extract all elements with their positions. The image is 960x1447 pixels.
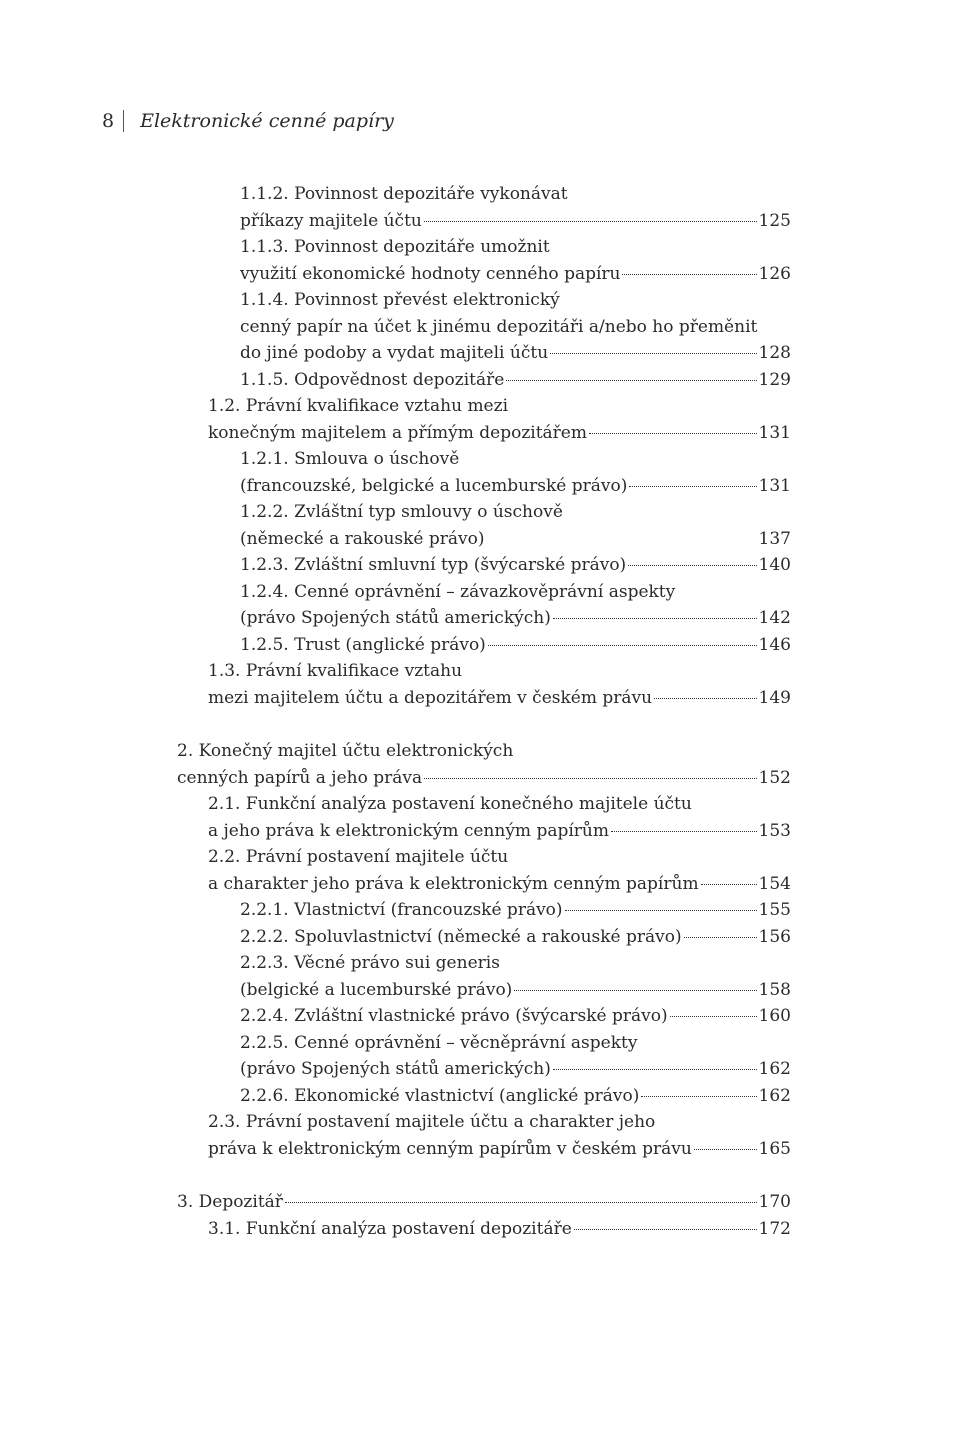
dot-leader bbox=[574, 1228, 757, 1230]
toc-entry bbox=[208, 844, 791, 897]
toc-line bbox=[240, 1003, 791, 1030]
toc-entry bbox=[240, 1003, 791, 1030]
dot-leader bbox=[285, 1201, 757, 1203]
toc-line bbox=[208, 1216, 791, 1243]
toc-entry-text: (belgické a lucemburské právo) bbox=[240, 979, 513, 1000]
toc-entry bbox=[240, 632, 791, 659]
dot-leader bbox=[553, 1068, 757, 1070]
toc-entry-text: využití ekonomické hodnoty cenného papíru bbox=[240, 263, 621, 284]
toc-entry bbox=[240, 924, 791, 951]
toc-entry bbox=[240, 181, 791, 234]
toc-entry-text: 2. Konečný majitel účtu elektronických bbox=[177, 741, 514, 761]
toc-entry-text: 3.1. Funkční analýza postavení depozitáře bbox=[208, 1218, 572, 1239]
toc-page-number: 146 bbox=[758, 634, 791, 655]
dot-leader bbox=[654, 697, 756, 699]
toc-page-number: 137 bbox=[758, 528, 791, 549]
toc-entry-text: příkazy majitele účtu bbox=[240, 210, 422, 231]
toc-entry-text: (právo Spojených států amerických) bbox=[240, 1059, 551, 1079]
toc-line bbox=[240, 367, 791, 394]
toc-entry-text: a jeho práva k elektronickým cenným papírům bbox=[208, 820, 609, 841]
section-gap bbox=[0, 1162, 960, 1189]
toc-line bbox=[208, 393, 791, 420]
header-separator bbox=[123, 110, 124, 132]
toc-line bbox=[240, 208, 791, 235]
toc-entry-text: 1.2.5. Trust (anglické právo) bbox=[240, 634, 486, 655]
toc-entry bbox=[240, 579, 791, 632]
toc-line bbox=[208, 1109, 791, 1136]
toc-entry bbox=[240, 897, 791, 924]
toc-entry-text: (německé a rakouské právo) bbox=[240, 528, 485, 549]
toc-entry-text: (právo Spojených států amerických) bbox=[240, 608, 551, 628]
toc-line bbox=[240, 1056, 791, 1083]
toc-entry-text: 2.2.6. Ekonomické vlastnictví (anglické právo) bbox=[240, 1085, 640, 1106]
toc-line bbox=[240, 526, 791, 553]
toc-entry-text: 1.2. Právní kvalifikace vztahu mezi bbox=[208, 396, 509, 416]
toc-entry-text: 2.2.2. Spoluvlastnictví (německé a rakouské právo) bbox=[240, 926, 682, 947]
toc-entry-text: 2.2.4. Zvláštní vlastnické právo (švýcarské právo) bbox=[240, 1006, 668, 1026]
toc-line bbox=[177, 738, 791, 765]
toc-entry-text: 1.1.5. Odpovědnost depozitáře bbox=[240, 369, 505, 390]
toc-entry-text: cenný papír na účet k jinému depozitáři a/nebo ho přeměnit bbox=[240, 316, 758, 337]
toc-line bbox=[240, 1083, 791, 1110]
toc-entry bbox=[240, 1083, 791, 1110]
toc-entry-text: 2.2. Právní postavení majitele účtu bbox=[208, 847, 509, 867]
toc-page-number: 128 bbox=[758, 343, 791, 363]
dot-leader bbox=[506, 379, 756, 381]
toc-line bbox=[240, 340, 791, 367]
running-header bbox=[102, 106, 394, 136]
toc-line bbox=[208, 685, 791, 712]
toc-entry bbox=[208, 1216, 791, 1243]
toc-line bbox=[240, 314, 791, 341]
toc-line bbox=[240, 632, 791, 659]
dot-leader bbox=[565, 909, 757, 911]
dot-leader bbox=[424, 777, 756, 779]
dot-leader bbox=[622, 273, 756, 275]
toc-entry bbox=[240, 287, 791, 367]
toc-entry bbox=[240, 1030, 791, 1083]
toc-line bbox=[208, 420, 791, 447]
running-title: Elektronické cenné papíry bbox=[140, 110, 394, 132]
toc-page-number: 140 bbox=[758, 555, 791, 575]
toc-page-number: 154 bbox=[758, 873, 791, 894]
toc-entry-text: práva k elektronickým cenným papírům v českém právu bbox=[208, 1138, 692, 1159]
toc-entry bbox=[240, 950, 791, 1003]
toc-line bbox=[240, 924, 791, 951]
toc-line bbox=[208, 844, 791, 871]
toc-page-number: 149 bbox=[758, 687, 791, 708]
dot-leader bbox=[488, 644, 757, 646]
toc-entry-text: 1.2.4. Cenné oprávnění – závazkověprávní aspekty bbox=[240, 581, 676, 602]
toc-page-number: 126 bbox=[758, 263, 791, 284]
toc-line bbox=[240, 605, 791, 632]
toc-entry-text: 2.2.3. Věcné právo sui generis bbox=[240, 953, 500, 973]
toc-line bbox=[240, 950, 791, 977]
toc-page-number: 129 bbox=[758, 369, 791, 390]
dot-leader bbox=[550, 352, 756, 354]
toc-page-number: 172 bbox=[758, 1218, 791, 1239]
toc-line bbox=[240, 977, 791, 1004]
toc-page-number: 153 bbox=[758, 820, 791, 841]
toc-entry bbox=[177, 738, 791, 791]
toc-entry-text: 2.2.5. Cenné oprávnění – věcněprávní aspekty bbox=[240, 1032, 638, 1053]
toc-entry bbox=[240, 552, 791, 579]
toc-page-number: 152 bbox=[758, 767, 791, 788]
dot-leader bbox=[589, 432, 757, 434]
dot-leader bbox=[629, 485, 756, 487]
toc-page-number: 155 bbox=[758, 900, 791, 920]
toc-line bbox=[240, 287, 791, 314]
toc-entry-text: a charakter jeho práva k elektronickým cenným papírům bbox=[208, 873, 699, 894]
toc-entry-text: 1.1.2. Povinnost depozitáře vykonávat bbox=[240, 184, 568, 204]
toc-entry-text: (francouzské, belgické a lucemburské právo) bbox=[240, 475, 628, 496]
dot-leader bbox=[684, 936, 757, 938]
toc-page-number: 131 bbox=[758, 422, 791, 443]
toc-entry-text: 2.3. Právní postavení majitele účtu a charakter jeho bbox=[208, 1112, 656, 1132]
toc-entry-text: 1.1.4. Povinnost převést elektronický bbox=[240, 290, 560, 310]
toc-entry-text: 3. Depozitář bbox=[177, 1192, 283, 1212]
toc-page-number: 158 bbox=[758, 979, 791, 1000]
toc-line bbox=[208, 791, 791, 818]
toc-entry bbox=[240, 446, 791, 499]
toc-line bbox=[240, 897, 791, 924]
toc-entry bbox=[208, 1109, 791, 1162]
dot-leader bbox=[694, 1148, 757, 1150]
dot-leader bbox=[553, 617, 757, 619]
toc-line bbox=[177, 765, 791, 792]
toc-entry-text: cenných papírů a jeho práva bbox=[177, 767, 423, 788]
page-number: 8 bbox=[102, 110, 115, 132]
section-gap bbox=[0, 711, 960, 738]
toc-entry bbox=[208, 791, 791, 844]
dot-leader bbox=[701, 883, 757, 885]
toc-page-number: 156 bbox=[758, 926, 791, 947]
toc-line bbox=[240, 234, 791, 261]
toc-line bbox=[208, 658, 791, 685]
toc-entry-text: 1.2.3. Zvláštní smluvní typ (švýcarské právo) bbox=[240, 555, 627, 575]
toc-line bbox=[240, 499, 791, 526]
toc-entry bbox=[240, 499, 791, 552]
dot-leader bbox=[424, 220, 757, 222]
dot-leader bbox=[611, 830, 757, 832]
toc-line bbox=[240, 181, 791, 208]
toc-line bbox=[208, 1136, 791, 1163]
toc-line bbox=[240, 446, 791, 473]
dot-leader bbox=[670, 1015, 757, 1017]
toc-entry-text: konečným majitelem a přímým depozitářem bbox=[208, 422, 587, 443]
toc-entry bbox=[240, 234, 791, 287]
toc-line bbox=[240, 552, 791, 579]
dot-leader bbox=[628, 564, 756, 566]
toc-page-number: 165 bbox=[758, 1138, 791, 1159]
toc-page-number: 162 bbox=[758, 1085, 791, 1106]
dot-leader bbox=[514, 989, 756, 991]
toc-entry bbox=[208, 393, 791, 446]
toc-page-number: 142 bbox=[758, 608, 791, 628]
toc-entry-text: 2.1. Funkční analýza postavení konečného majitele účtu bbox=[208, 794, 692, 814]
toc-entry bbox=[177, 1189, 791, 1216]
toc-line bbox=[208, 871, 791, 898]
toc-entry-text: 2.2.1. Vlastnictví (francouzské právo) bbox=[240, 900, 563, 920]
dot-leader bbox=[641, 1095, 756, 1097]
toc-line bbox=[208, 818, 791, 845]
toc-entry bbox=[240, 367, 791, 394]
toc-entry-text: 1.1.3. Povinnost depozitáře umožnit bbox=[240, 237, 550, 257]
toc-page-number: 162 bbox=[758, 1059, 791, 1079]
toc-line bbox=[240, 579, 791, 606]
toc-entry-text: 1.2.1. Smlouva o úschově bbox=[240, 449, 460, 469]
toc-entry-text: do jiné podoby a vydat majiteli účtu bbox=[240, 343, 549, 363]
toc-page-number: 160 bbox=[758, 1006, 791, 1026]
dot-leader bbox=[487, 539, 757, 540]
table-of-contents bbox=[0, 181, 960, 1242]
toc-line bbox=[240, 473, 791, 500]
toc-entry-text: 1.2.2. Zvláštní typ smlouvy o úschově bbox=[240, 502, 563, 522]
toc-line bbox=[240, 1030, 791, 1057]
toc-page-number: 125 bbox=[758, 210, 791, 231]
toc-entry-text: mezi majitelem účtu a depozitářem v českém právu bbox=[208, 687, 653, 708]
toc-entry-text: 1.3. Právní kvalifikace vztahu bbox=[208, 661, 463, 681]
toc-page-number: 170 bbox=[758, 1192, 791, 1212]
toc-line bbox=[177, 1189, 791, 1216]
toc-page-number: 131 bbox=[758, 475, 791, 496]
toc-entry bbox=[208, 658, 791, 711]
toc-line bbox=[240, 261, 791, 288]
